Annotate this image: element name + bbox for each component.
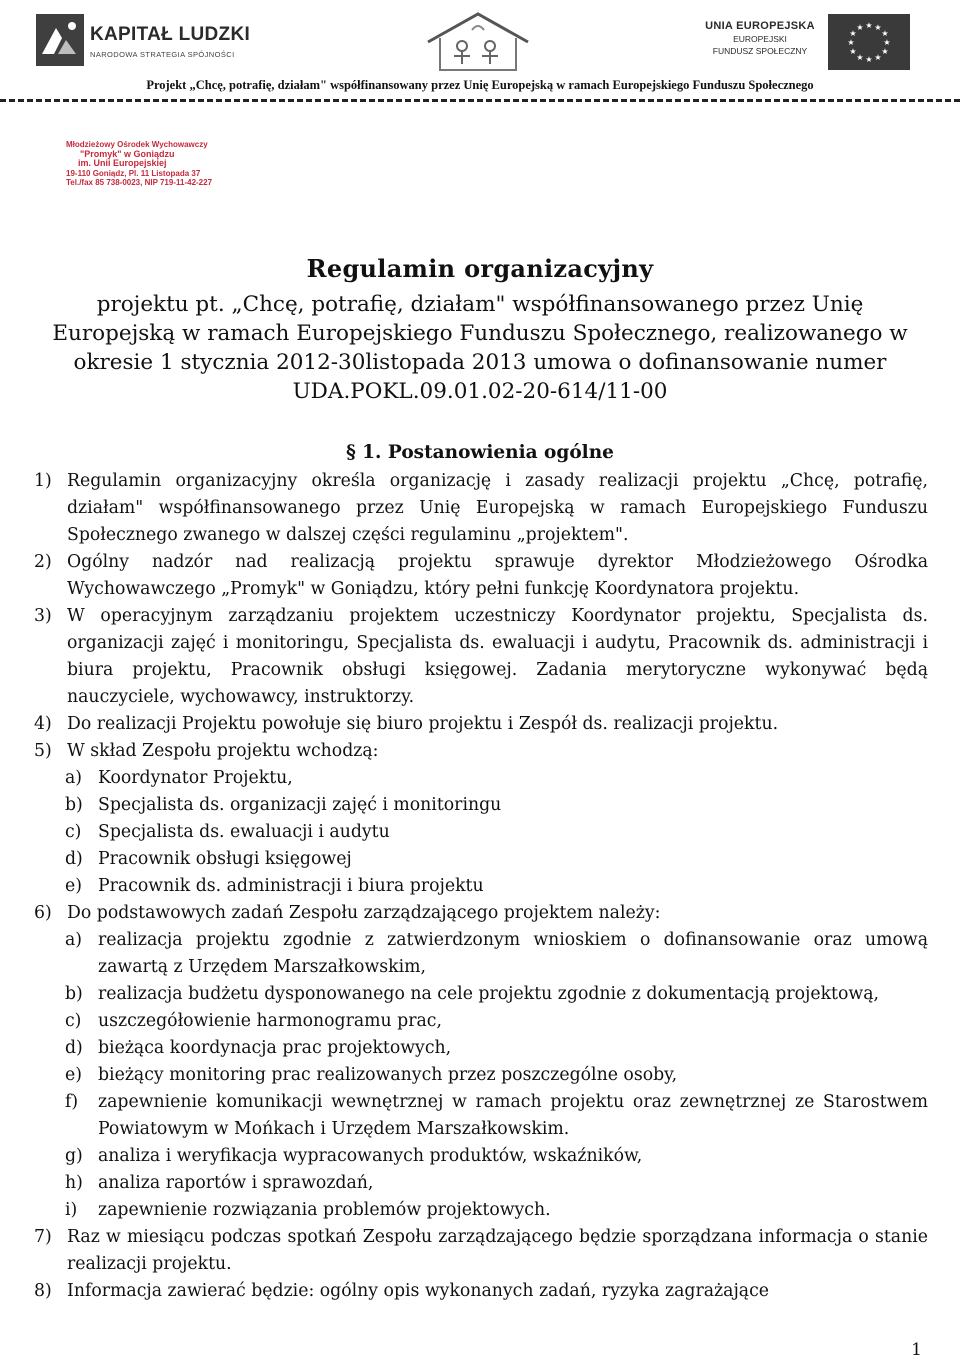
sub-item-text: uszczegółowienie harmonogramu prac,: [98, 1011, 442, 1031]
item-text: Ogólny nadzór nad realizacją projektu sprawuje dyrektor Młodzieżowego Ośrodka Wychowawczego „Promyk" w Goniądzu, który pełni funkcję Koordynatora projektu.: [67, 552, 928, 599]
sub-item-text: realizacja projektu zgodnie z zatwierdzonym wnioskiem o dofinansowanie oraz umową zawartą z Urzędem Marszałkowskim,: [98, 930, 928, 977]
list-item: [34, 738, 928, 765]
svg-text:★: ★: [856, 53, 864, 62]
eu-flag-icon: [828, 14, 910, 70]
stamp-line: Młodzieżowy Ośrodek Wychowawczy: [66, 140, 208, 149]
project-house-logo-icon: [418, 8, 538, 74]
stamp-line: 19-110 Goniądz, Pl. 11 Listopada 37: [66, 168, 201, 178]
list-item: [34, 900, 928, 927]
sub-item-text: bieżący monitoring prac realizowanych przez poszczególne osoby,: [98, 1065, 678, 1085]
stamp-line: "Promyk" w Goniądzu: [80, 148, 175, 159]
item-number: 4): [34, 714, 52, 734]
sub-list-item: [34, 873, 928, 900]
subtitle-line: UDA.POKL.09.01.02-20-614/11-00: [292, 379, 668, 404]
sub-list-item: [34, 981, 928, 1008]
item-text: Informacja zawierać będzie: ogólny opis wykonanych zadań, ryzyka zagrażające: [67, 1281, 770, 1301]
stamp-line: Tel./fax 85 738-0023, NIP 719-11-42-227: [66, 178, 213, 188]
sub-item-letter: a): [65, 768, 83, 788]
page-number: 1: [911, 1340, 922, 1360]
list-item: [34, 1278, 928, 1305]
sub-item-text: bieżąca koordynacja prac projektowych,: [98, 1038, 452, 1058]
kapital-ludzki-subtitle: NARODOWA STRATEGIA SPÓJNOŚCI: [90, 50, 235, 59]
sub-list-item: [34, 1089, 928, 1143]
list-item: [34, 468, 928, 549]
sub-item-text: Pracownik ds. administracji i biura projektu: [98, 876, 484, 896]
sub-item-letter: b): [65, 795, 83, 815]
sub-item-letter: i): [65, 1200, 78, 1220]
item-text: Regulamin organizacyjny określa organizację i zasady realizacji projektu „Chcę, potrafię, działam" współfinansowanego przez Unię Europejską w ramach Europejskiego Funduszu Społecznego zwanego w dalszej części regulaminu „projektem".: [67, 471, 928, 545]
subtitle-line: Europejską w ramach Europejskiego Funduszu Społecznego, realizowanego w: [52, 321, 908, 346]
svg-text:★: ★: [883, 38, 891, 47]
sub-item-letter: c): [65, 822, 82, 842]
item-text: Do podstawowych zadań Zespołu zarządzającego projektem należy:: [67, 903, 661, 923]
svg-text:★: ★: [881, 29, 889, 38]
sub-item-letter: f): [65, 1092, 79, 1112]
item-number: 1): [34, 471, 52, 491]
list-item: [34, 549, 928, 603]
sub-item-text: analiza raportów i sprawozdań,: [98, 1173, 374, 1193]
sub-item-letter: h): [65, 1173, 83, 1193]
item-number: 6): [34, 903, 52, 923]
svg-text:★: ★: [874, 23, 882, 32]
document-subtitle: [28, 290, 932, 406]
document-title: Regulamin organizacyjny: [306, 254, 654, 283]
document-body: [34, 468, 928, 1305]
sub-list-item: [34, 765, 928, 792]
list-item: [34, 603, 928, 711]
institution-stamp: [66, 140, 242, 206]
item-text: W skład Zespołu projektu wchodzą:: [67, 741, 379, 761]
item-text: Raz w miesiącu podczas spotkań Zespołu zarządzającego będzie sporządzana informacja o stanie realizacji projektu.: [67, 1227, 928, 1274]
item-text: Do realizacji Projektu powołuje się biuro projektu i Zespół ds. realizacji projektu.: [67, 714, 779, 734]
sub-item-letter: d): [65, 849, 83, 869]
eu-logo-text: [700, 20, 820, 56]
subtitle-line: projektu pt. „Chcę, potrafię, działam" współfinansowanego przez Unię: [96, 292, 864, 317]
list-item: [34, 711, 928, 738]
sub-list-item: [34, 1170, 928, 1197]
sub-item-text: realizacja budżetu dysponowanego na cele projektu zgodnie z dokumentacją projektową,: [98, 984, 879, 1004]
svg-text:★: ★: [849, 47, 857, 56]
sub-list-item: [34, 819, 928, 846]
kapital-ludzki-logo: [36, 14, 251, 66]
sub-item-letter: e): [65, 1065, 82, 1085]
sub-list-item: [34, 1143, 928, 1170]
project-tagline: Projekt „Chcę, potrafię, działam" współfinansowany przez Unię Europejską w ramach Europejskiego Funduszu Społecznego: [146, 78, 814, 92]
svg-text:★: ★: [865, 21, 873, 30]
eu-logo-line3: FUNDUSZ SPOŁECZNY: [712, 46, 808, 56]
eu-logo: [700, 14, 920, 74]
sub-item-letter: g): [65, 1146, 83, 1166]
item-number: 5): [34, 741, 52, 761]
item-number: 8): [34, 1281, 52, 1301]
sub-list-item: [34, 1062, 928, 1089]
sub-item-text: Pracownik obsługi księgowej: [98, 849, 352, 869]
sub-list-item: [34, 846, 928, 873]
page-header: [0, 0, 960, 104]
svg-text:★: ★: [874, 53, 882, 62]
sub-item-letter: b): [65, 984, 83, 1004]
sub-item-text: Specjalista ds. organizacji zajęć i monitoringu: [98, 795, 502, 815]
item-number: 3): [34, 606, 52, 626]
svg-text:★: ★: [856, 23, 864, 32]
section-title: § 1. Postanowienia ogólne: [346, 442, 614, 463]
sub-item-letter: c): [65, 1011, 82, 1031]
item-number: 2): [34, 552, 52, 572]
sub-item-letter: d): [65, 1038, 83, 1058]
svg-text:★: ★: [881, 47, 889, 56]
sub-item-text: Specjalista ds. ewaluacji i audytu: [98, 822, 390, 842]
sub-item-text: zapewnienie komunikacji wewnętrznej w ramach projektu oraz zewnętrznej ze Starostwem Powiatowym w Mońkach i Urzędem Marszałkowskim.: [98, 1092, 928, 1139]
item-number: 7): [34, 1227, 52, 1247]
svg-text:★: ★: [847, 38, 855, 47]
sub-item-letter: e): [65, 876, 82, 896]
header-divider: [0, 99, 960, 102]
list-item: [34, 1224, 928, 1278]
sub-list-item: [34, 1008, 928, 1035]
eu-logo-line2: EUROPEJSKI: [733, 34, 787, 44]
item-text: W operacyjnym zarządzaniu projektem uczestniczy Koordynator projektu, Specjalista ds. organizacji zajęć i monitoringu, Specjalista ds. ewaluacji i audytu, Pracownik ds. administracji i biura projektu, Pracownik obsługi księgowej. Zadania merytoryczne wykonywać będą nauczyciele, wychowawcy, instruktorzy.: [67, 606, 928, 707]
sub-list-item: [34, 1197, 928, 1224]
sub-list-item: [34, 1035, 928, 1062]
sub-item-text: zapewnienie rozwiązania problemów projektowych.: [98, 1200, 551, 1220]
kapital-ludzki-emblem-icon: [36, 14, 84, 66]
subtitle-line: okresie 1 stycznia 2012-30listopada 2013 umowa o dofinansowanie numer: [73, 350, 887, 375]
svg-text:★: ★: [865, 55, 873, 64]
kapital-ludzki-title: KAPITAŁ LUDZKI: [90, 24, 251, 45]
sub-list-item: [34, 792, 928, 819]
sub-item-text: analiza i weryfikacja wypracowanych produktów, wskaźników,: [98, 1146, 643, 1166]
sub-list-item: [34, 927, 928, 981]
sub-item-letter: a): [65, 930, 83, 950]
sub-item-text: Koordynator Projektu,: [98, 768, 293, 788]
svg-text:★: ★: [849, 29, 857, 38]
eu-logo-line1: UNIA EUROPEJSKA: [705, 20, 815, 32]
stamp-line: im. Unii Europejskiej: [78, 158, 167, 169]
